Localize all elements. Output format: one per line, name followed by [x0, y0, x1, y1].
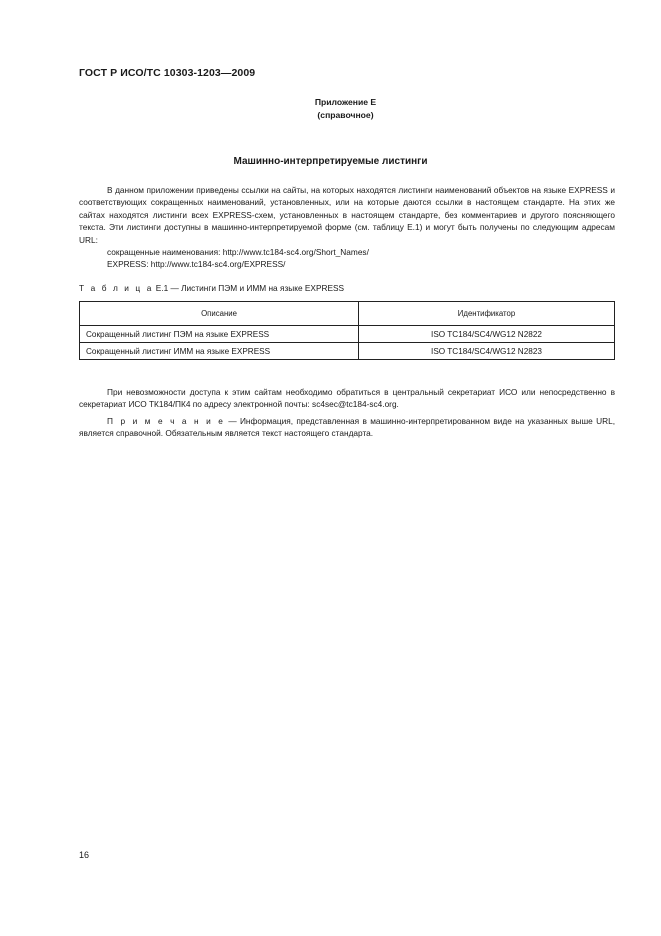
note-label: П р и м е ч а н и е: [107, 415, 226, 426]
table-row: [80, 343, 615, 360]
note-paragraph: [79, 415, 615, 440]
annex-title: Приложение Е: [314, 97, 377, 107]
table-cell-description: Сокращенный листинг ИММ на языке EXPRESS: [80, 343, 359, 360]
annex-status: (справочное): [317, 109, 374, 120]
after-table-section: [79, 386, 615, 444]
table-cell-description: Сокращенный листинг ПЭМ на языке EXPRESS: [80, 326, 359, 343]
section-title: Машинно-интерпретируемые листинги: [233, 156, 428, 167]
table-caption-prefix: Т а б л и ц а: [79, 283, 154, 293]
note-text: — Информация, представленная в машинно-интерпретированном виде на указанных выше URL, является справочной. Обязательным является текст настоящего стандарта.: [79, 415, 616, 439]
intro-paragraph: В данном приложении приведены ссылки на сайты, на которых находятся листинги наименований объектов на языке EXPRESS и соответствующих сокращенных наименований, установленных, или на которые даются ссылки в настоящем стандарте. На этих же сайтах находятся листинги всех EXPRESS-схем, установленных в настоящем стандарте, без комментариев и другого поясняющего текста. Эти листинги доступны в машинно-интерпретируемой форме (см. таблицу Е.1) и могут быть получены по следующим адресам URL:: [79, 185, 615, 245]
listings-table: [79, 301, 615, 360]
table-header-row: [80, 302, 615, 326]
url-short-names: сокращенные наименования: http://www.tc184-sc4.org/Short_Names/: [107, 247, 369, 258]
intro-section: [79, 184, 615, 271]
document-header: ГОСТ Р ИСО/ТС 10303-1203—2009: [79, 67, 256, 79]
contact-paragraph: При невозможности доступа к этим сайтам необходимо обратиться в центральный секретариат ИСО или непосредственно в секретариат ИСО ТК184/ПК4 по адресу электронной почты: sc4sec@tc184-sc4.org.: [79, 387, 615, 410]
table-caption-text: Е.1 — Листинги ПЭМ и ИММ на языке EXPRESS: [155, 283, 345, 293]
column-header-identifier: Идентификатор: [359, 302, 615, 326]
table-cell-identifier: ISO TC184/SC4/WG12 N2822: [359, 326, 615, 343]
annex-heading: [0, 96, 661, 121]
table-cell-identifier: ISO TC184/SC4/WG12 N2823: [359, 343, 615, 360]
column-header-description: Описание: [80, 302, 359, 326]
table-caption: [79, 283, 344, 293]
page-number: 16: [79, 850, 90, 860]
table-row: [80, 326, 615, 343]
url-express: EXPRESS: http://www.tc184-sc4.org/EXPRESS/: [107, 259, 286, 270]
